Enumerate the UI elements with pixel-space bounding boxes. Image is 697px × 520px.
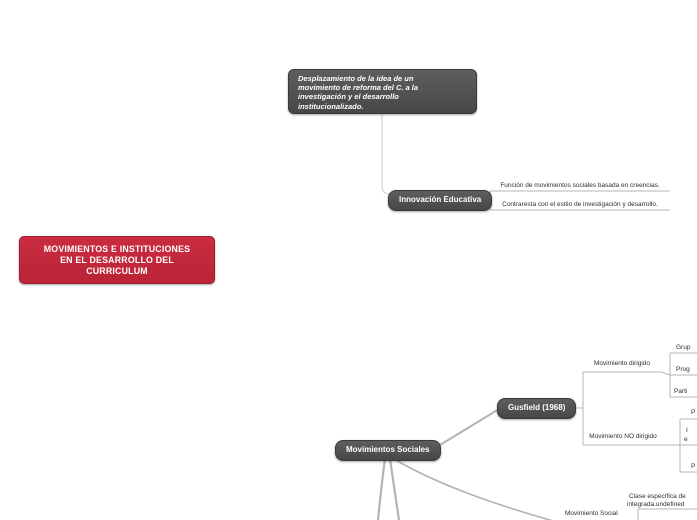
branch-funcion-movimientos[interactable]: Función de movimientos sociales basada en creencias.	[500, 182, 660, 189]
node-movimientos-sociales[interactable]: Movimientos Sociales	[335, 440, 441, 461]
node-gusfield-1968[interactable]: Gusfield (1968)	[497, 398, 576, 419]
branch-clase-especifica-line-1[interactable]: Clase específica de	[629, 493, 686, 500]
branch-movimiento-dirigido[interactable]: Movimiento dirigido	[594, 360, 650, 367]
link-sociales-to-movimiento-social	[394, 459, 557, 520]
node-note-desplazamiento[interactable]	[288, 69, 477, 114]
root-line: CURRICULUM	[86, 265, 148, 276]
root-topic-label	[44, 244, 191, 277]
note-line: investigación y el desarrollo	[298, 92, 399, 102]
connector-note-to-innovacion	[382, 113, 390, 194]
note-line: institucionalizado.	[298, 101, 364, 111]
branch-no-dirigido-child-3[interactable]: P	[691, 463, 696, 470]
link-sociales-to-gusfield	[440, 409, 499, 445]
branch-no-dirigido-child-1[interactable]: P	[691, 409, 696, 416]
branch-movimiento-social[interactable]: Movimiento Social	[565, 510, 618, 517]
node-root-topic[interactable]	[19, 236, 215, 284]
branch-no-dirigido-child-2-line-1[interactable]: I	[686, 427, 688, 434]
root-line: EN EL DESARROLLO DEL	[60, 254, 174, 265]
branch-movimiento-no-dirigido[interactable]: Movimiento NO dirigido	[589, 433, 657, 440]
note-line: movimiento de reforma del C. a la	[298, 83, 419, 93]
connector-social-children	[638, 509, 697, 520]
root-line: MOVIMIENTOS E INSTITUCIONES	[43, 243, 191, 254]
branch-dirigido-child-3[interactable]: Parti	[674, 388, 688, 395]
branch-clase-especifica-line-2[interactable]: integrada.undefined	[627, 501, 685, 508]
branch-contraresta-estilo[interactable]: Contraresta con el estilo de investigación y desarrollo.	[502, 201, 658, 208]
link-sociales-down-left	[378, 459, 385, 520]
branch-no-dirigido-child-2-line-2[interactable]: e	[684, 436, 688, 443]
link-sociales-down	[390, 459, 399, 520]
note-line: Desplazamiento de la idea de un	[298, 74, 414, 83]
node-innovacion-educativa[interactable]: Innovación Educativa	[388, 190, 492, 211]
branch-dirigido-child-1[interactable]: Grup	[676, 344, 691, 351]
branch-dirigido-child-2[interactable]: Prog	[676, 366, 690, 373]
